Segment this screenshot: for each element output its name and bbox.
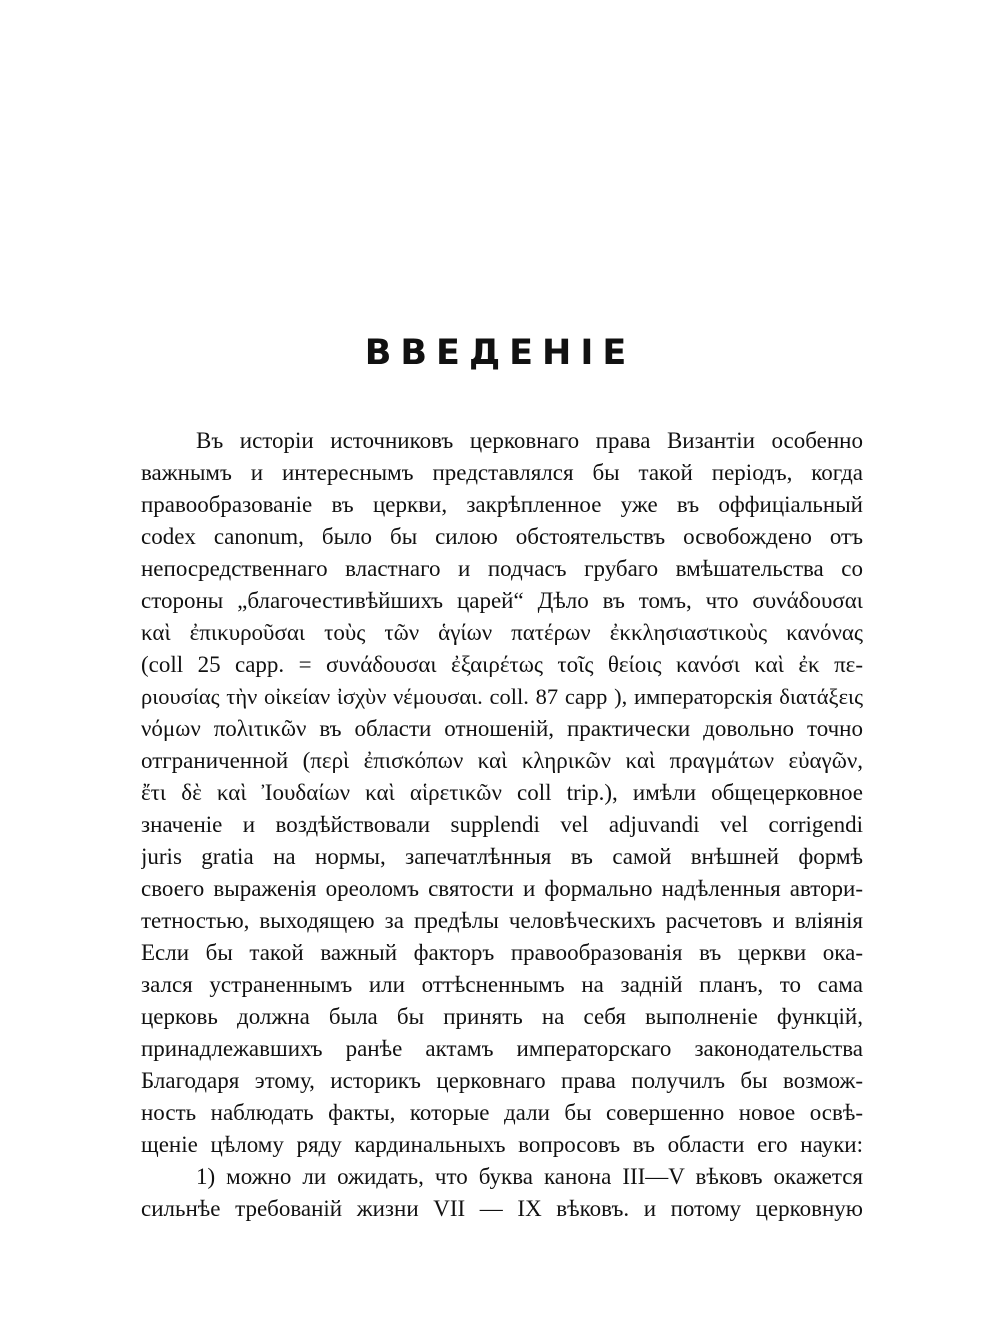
text-line-8: (coll 25 capp. = συνάδουσαι ἐξαιρέτως τοῖς θείοις κανόσι καὶ ἐκ πε- (141, 652, 863, 677)
text-line-19: церковь должна была бы принять на себя выполненіе функцій, (141, 1004, 863, 1029)
text-line-15: своего выраженія ореоломъ святости и формально надѣленныя автори- (141, 876, 863, 901)
page-title: ВВЕДЕНІЕ (364, 333, 636, 373)
text-line-7: καὶ ἐπικυροῦσαι τοὺς τῶν ἁγίων πατέρων ἐκκλησιαστικοὺς κανόνας (141, 620, 863, 645)
text-line-20: принадлежавшихъ ранѣе актамъ императорскаго законодательства (141, 1036, 863, 1061)
text-line-24: 1) можно ли ожидать, что буква канона III—V вѣковъ окажется (196, 1164, 863, 1189)
text-line-4: codex canonum, было бы силою обстоятельствъ освобождено отъ (141, 524, 863, 549)
text-line-17: Если бы такой важный факторъ правообразованія въ церкви ока- (141, 940, 863, 965)
text-line-3: правообразованіе въ церкви, закрѣпленное уже въ оффиціальный (141, 492, 863, 517)
text-line-6: стороны „благочестивѣйшихъ царей“ Дѣло въ томъ, что συνάδουσαι (141, 588, 863, 613)
text-line-18: зался устраненнымъ или оттѣсненнымъ на задній планъ, то сама (141, 972, 863, 997)
text-line-13: значеніе и воздѣйствовали supplendi vel adjuvandi vel corrigendi (141, 812, 863, 837)
body-text (141, 425, 863, 1225)
text-line-12: ἔτι δὲ καὶ Ἰουδαίων καὶ αἱρετικῶν coll trip.), имѣли общецерковное (141, 780, 863, 805)
text-line-21: Благодаря этому, историкъ церковнаго права получилъ бы возмож- (141, 1068, 863, 1093)
text-line-22: ность наблюдать факты, которые дали бы совершенно новое освѣ- (141, 1100, 863, 1125)
text-line-23: щеніе цѣлому ряду кардинальныхъ вопросовъ въ области его науки: (141, 1132, 863, 1157)
text-line-11: отграниченной (περὶ ἐπισκόπων καὶ κληρικῶν καὶ πραγμάτων εὐαγῶν, (141, 748, 863, 773)
text-line-1: Въ исторіи источниковъ церковнаго права Византіи особенно (196, 428, 863, 453)
text-line-10: νόμων πολιτικῶν въ области отношеній, практически довольно точно (141, 716, 863, 741)
text-line-16: тетностью, выходящею за предѣлы человѣческихъ расчетовъ и вліянія (141, 908, 863, 933)
text-line-5: непосредственнаго властнаго и подчасъ грубаго вмѣшательства со (141, 556, 863, 581)
text-line-9: ριουσίας τὴν οἰκείαν ἰσχὺν νέμουσαι. coll. 87 capp ), императорскія διατάξεις (141, 684, 863, 709)
text-line-14: juris gratia на нормы, запечатлѣнныя въ самой внѣшней формѣ (141, 844, 863, 869)
text-line-25: сильнѣе требованій жизни VII — IX вѣковъ. и потому церковную (141, 1196, 863, 1221)
text-line-2: важнымъ и интереснымъ представлялся бы такой періодъ, когда (141, 460, 863, 485)
